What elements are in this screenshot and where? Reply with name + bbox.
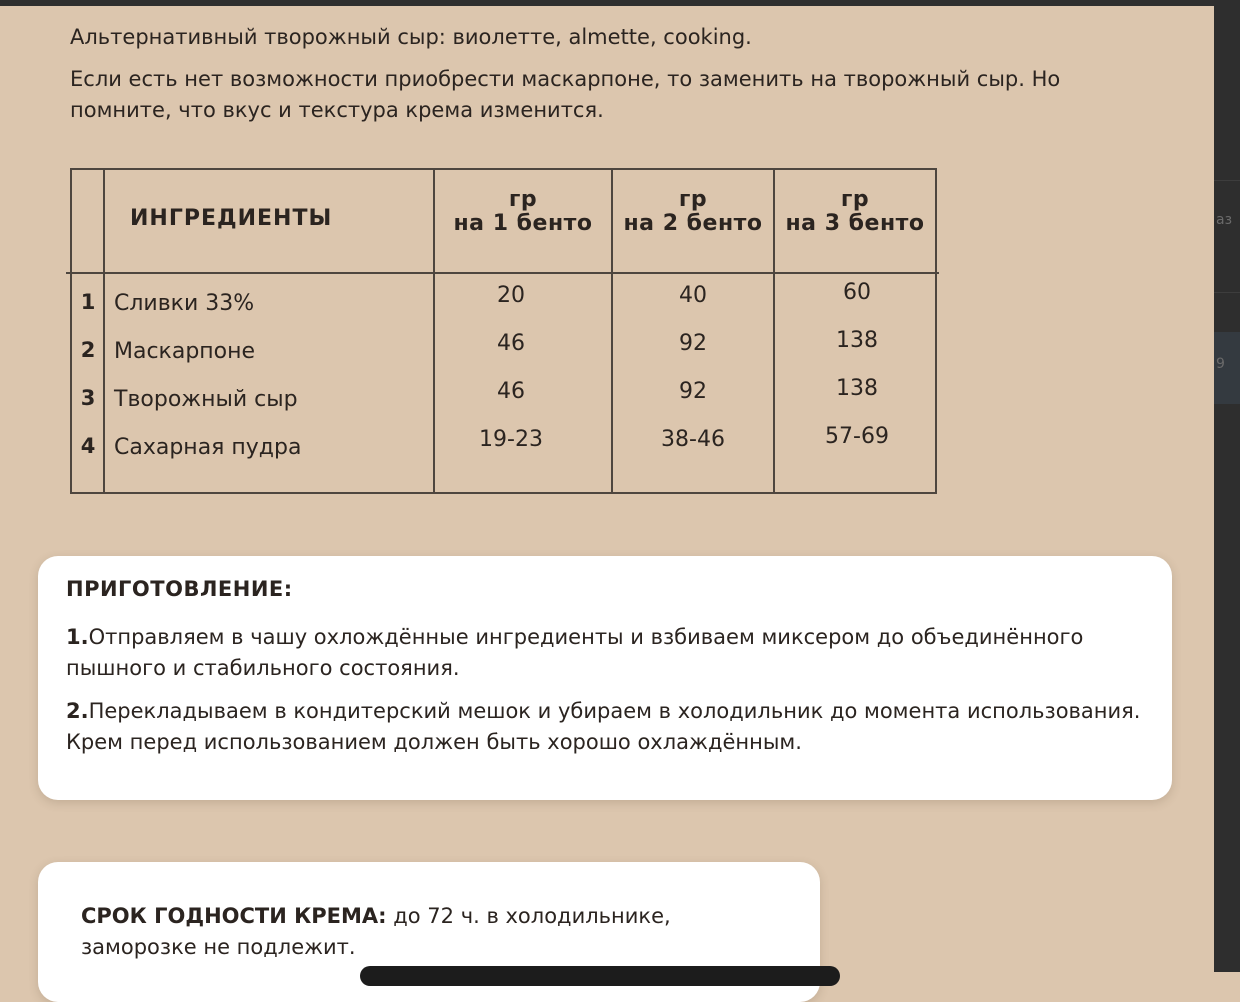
- table-header-label: на 1 бенто: [453, 211, 593, 236]
- shelf-life-value: до 72 ч. в холодильнике, заморозке не подлежит.: [81, 904, 671, 959]
- table-header-unit: гр: [840, 187, 870, 212]
- shelf-life-text: [81, 901, 781, 963]
- table-header-label: на 3 бенто: [785, 211, 925, 236]
- qty-1-bento: 46: [497, 331, 525, 356]
- step-text: Отправляем в чашу охлождённые ингредиенты и взбиваем миксером до объединённого пышного и стабильного состояния.: [66, 625, 1084, 680]
- table-header-unit: гр: [678, 187, 708, 212]
- ingredient-name: Творожный сыр: [114, 387, 298, 412]
- qty-1-bento: 19-23: [479, 427, 543, 452]
- ingredient-name: Маскарпоне: [114, 339, 256, 364]
- table-header-label: на 2 бенто: [623, 211, 763, 236]
- step-text: Перекладываем в кондитерский мешок и убираем в холодильник до момента использования. Крем перед использованием должен быть хорошо охлаждённым.: [66, 699, 1141, 754]
- side-panel-divider: [1214, 292, 1240, 293]
- row-number: 1: [80, 290, 96, 314]
- qty-2-bento: 40: [679, 283, 707, 308]
- qty-3-bento: 138: [836, 376, 878, 401]
- qty-1-bento: 20: [497, 283, 525, 308]
- intro-substitute-note: Если есть нет возможности приобрести маскарпоне, то заменить на творожный сыр. Но помните, что вкус и текстура крема изменится.: [70, 67, 1061, 122]
- preparation-title: ПРИГОТОВЛЕНИЕ:: [66, 577, 293, 601]
- top-bar: [0, 0, 1214, 6]
- ingredient-name: Сливки 33%: [114, 291, 255, 316]
- qty-3-bento: 60: [843, 280, 871, 305]
- row-number: 3: [80, 386, 96, 410]
- qty-2-bento: 38-46: [661, 427, 725, 452]
- step-number: 2.: [66, 699, 89, 723]
- step-number: 1.: [66, 625, 89, 649]
- table-header-unit: гр: [508, 187, 538, 212]
- row-number: 4: [80, 434, 96, 458]
- row-number: 2: [80, 338, 96, 362]
- qty-3-bento: 138: [836, 328, 878, 353]
- ingredients-table: [70, 168, 937, 494]
- table-header-ingredients: ИНГРЕДИЕНТЫ: [130, 206, 333, 231]
- intro-alt-cheese: Альтернативный творожный сыр: виолетте, almette, cooking.: [70, 25, 752, 49]
- qty-2-bento: 92: [679, 331, 707, 356]
- side-panel-fragment: 9: [1216, 356, 1225, 372]
- bottom-overlay-pill[interactable]: [360, 966, 840, 986]
- table-header-divider: [66, 272, 939, 274]
- qty-1-bento: 46: [497, 379, 525, 404]
- preparation-step: [66, 696, 1146, 758]
- preparation-step: [66, 622, 1146, 684]
- table-header-col3: [775, 188, 935, 236]
- ingredient-name: Сахарная пудра: [114, 435, 302, 460]
- table-header-col2: [613, 188, 773, 236]
- table-header-col1: [435, 188, 611, 236]
- qty-2-bento: 92: [679, 379, 707, 404]
- preparation-card: [38, 556, 1172, 800]
- qty-3-bento: 57-69: [825, 424, 889, 449]
- side-panel-fragment: аз: [1216, 212, 1233, 228]
- side-panel: [1214, 0, 1240, 972]
- shelf-life-label: СРОК ГОДНОСТИ КРЕМА:: [81, 904, 387, 928]
- side-panel-divider: [1214, 180, 1240, 181]
